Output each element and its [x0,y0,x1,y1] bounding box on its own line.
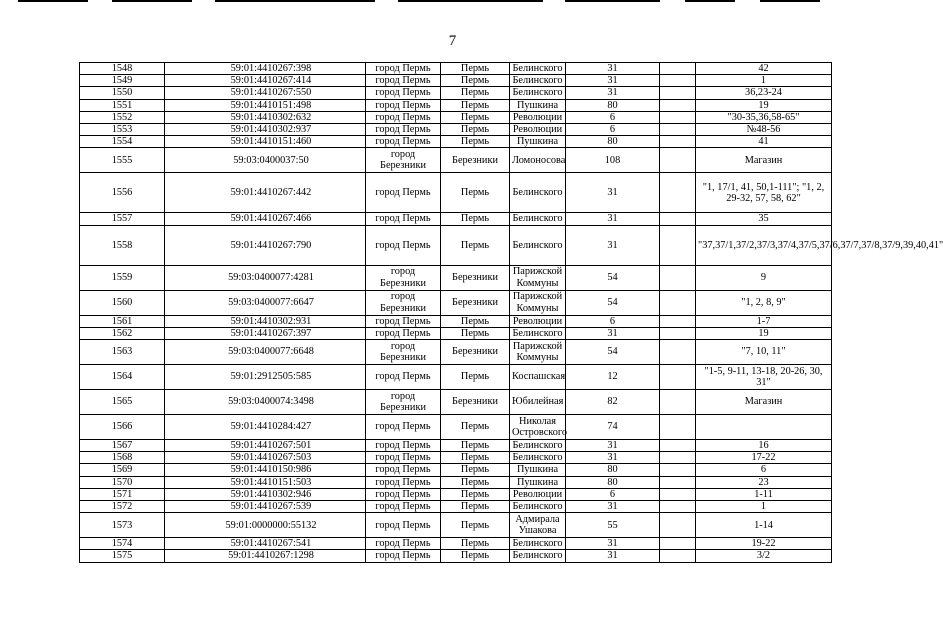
table-row [80,390,832,415]
house-number-cell: 55 [566,513,660,538]
cadastral-number-cell: 59:01:4410267:466 [165,213,366,225]
municipality-cell: город Пермь [366,63,441,75]
premises-cell: "1, 17/1, 41, 50,1-111"; "1, 2, 29-32, 57, 58, 62" [696,173,832,213]
building-cell [660,213,696,225]
house-number-cell: 80 [566,99,660,111]
cadastral-number-cell: 59:01:4410302:946 [165,488,366,500]
table-row [80,87,832,99]
house-number-cell: 6 [566,315,660,327]
row-number-cell: 1566 [80,415,165,440]
street-cell: Николая Островского [510,415,566,440]
cadastral-number-cell: 59:03:0400074:3498 [165,390,366,415]
settlement-cell: Пермь [441,538,510,550]
building-cell [660,265,696,290]
table-row [80,315,832,327]
municipality-cell: город Пермь [366,327,441,339]
cadastral-number-cell: 59:01:4410302:632 [165,111,366,123]
street-cell: Пушкина [510,99,566,111]
premises-cell: "1, 2, 8, 9" [696,290,832,315]
table-row [80,265,832,290]
premises-cell: 16 [696,440,832,452]
premises-cell: 1 [696,75,832,87]
house-number-cell: 6 [566,111,660,123]
cadastral-number-cell: 59:01:4410151:460 [165,136,366,148]
row-number-cell: 1568 [80,452,165,464]
settlement-cell: Пермь [441,225,510,265]
premises-cell: 1-7 [696,315,832,327]
table-row [80,501,832,513]
house-number-cell: 108 [566,148,660,173]
settlement-cell: Пермь [441,476,510,488]
premises-cell: "37,37/1,37/2,37/3,37/4,37/5,37/6,37/7,37/8,37/9,39,40,41" [696,225,832,265]
settlement-cell: Березники [441,390,510,415]
house-number-cell: 80 [566,476,660,488]
municipality-cell: город Пермь [366,124,441,136]
house-number-cell: 31 [566,173,660,213]
table-row [80,488,832,500]
row-number-cell: 1560 [80,290,165,315]
municipality-cell: город Березники [366,290,441,315]
house-number-cell: 31 [566,440,660,452]
settlement-cell: Пермь [441,440,510,452]
top-rule-3 [215,0,375,2]
street-cell: Революции [510,124,566,136]
premises-cell: 1-14 [696,513,832,538]
street-cell: Белинского [510,75,566,87]
premises-cell: 1-11 [696,488,832,500]
row-number-cell: 1558 [80,225,165,265]
street-cell: Белинского [510,225,566,265]
municipality-cell: город Пермь [366,225,441,265]
premises-cell: 23 [696,476,832,488]
municipality-cell: город Пермь [366,476,441,488]
table-row [80,124,832,136]
settlement-cell: Пермь [441,87,510,99]
premises-cell: 41 [696,136,832,148]
row-number-cell: 1563 [80,340,165,365]
building-cell [660,225,696,265]
street-cell: Белинского [510,87,566,99]
cadastral-number-cell: 59:01:4410267:397 [165,327,366,339]
cadastral-number-cell: 59:01:4410284:427 [165,415,366,440]
building-cell [660,315,696,327]
settlement-cell: Пермь [441,327,510,339]
street-cell: Адмирала Ушакова [510,513,566,538]
premises-cell: 17-22 [696,452,832,464]
settlement-cell: Пермь [441,415,510,440]
row-number-cell: 1559 [80,265,165,290]
building-cell [660,111,696,123]
table-row [80,440,832,452]
premises-cell: 19-22 [696,538,832,550]
street-cell: Революции [510,315,566,327]
house-number-cell: 12 [566,365,660,390]
street-cell: Белинского [510,538,566,550]
building-cell [660,63,696,75]
registry-table [79,62,943,563]
row-number-cell: 1564 [80,365,165,390]
premises-cell: 19 [696,327,832,339]
premises-cell: "30-35,36,58-65" [696,111,832,123]
premises-cell: "1-5, 9-11, 13-18, 20-26, 30, 31" [696,365,832,390]
settlement-cell: Березники [441,265,510,290]
municipality-cell: город Пермь [366,365,441,390]
municipality-cell: город Березники [366,340,441,365]
house-number-cell: 31 [566,327,660,339]
top-rule-2 [112,0,192,2]
house-number-cell: 31 [566,75,660,87]
cadastral-number-cell: 59:01:4410267:539 [165,501,366,513]
street-cell: Белинского [510,501,566,513]
premises-cell: 6 [696,464,832,476]
row-number-cell: 1551 [80,99,165,111]
row-number-cell: 1565 [80,390,165,415]
cadastral-number-cell: 59:01:4410267:414 [165,75,366,87]
table-row [80,365,832,390]
house-number-cell: 54 [566,290,660,315]
settlement-cell: Пермь [441,124,510,136]
row-number-cell: 1550 [80,87,165,99]
building-cell [660,440,696,452]
street-cell: Белинского [510,173,566,213]
building-cell [660,513,696,538]
street-cell: Белинского [510,550,566,562]
building-cell [660,124,696,136]
cadastral-number-cell: 59:01:4410151:498 [165,99,366,111]
street-cell: Парижской Коммуны [510,290,566,315]
cadastral-number-cell: 59:01:4410267:1298 [165,550,366,562]
row-number-cell: 1570 [80,476,165,488]
street-cell: Пушкина [510,136,566,148]
table-row [80,452,832,464]
cadastral-number-cell: 59:03:0400077:6648 [165,340,366,365]
cadastral-number-cell: 59:01:4410267:503 [165,452,366,464]
table-row [80,415,832,440]
row-number-cell: 1552 [80,111,165,123]
house-number-cell: 31 [566,550,660,562]
street-cell: Белинского [510,452,566,464]
table-row [80,75,832,87]
municipality-cell: город Пермь [366,464,441,476]
street-cell: Пушкина [510,464,566,476]
house-number-cell: 6 [566,488,660,500]
premises-cell: 36,23-24 [696,87,832,99]
table-row [80,476,832,488]
municipality-cell: город Пермь [366,213,441,225]
street-cell: Парижской Коммуны [510,340,566,365]
cadastral-number-cell: 59:03:0400077:4281 [165,265,366,290]
municipality-cell: город Пермь [366,440,441,452]
row-number-cell: 1556 [80,173,165,213]
municipality-cell: город Пермь [366,452,441,464]
premises-cell: 35 [696,213,832,225]
municipality-cell: город Пермь [366,75,441,87]
house-number-cell: 80 [566,464,660,476]
row-number-cell: 1574 [80,538,165,550]
cadastral-number-cell: 59:01:4410267:790 [165,225,366,265]
house-number-cell: 80 [566,136,660,148]
row-number-cell: 1549 [80,75,165,87]
building-cell [660,501,696,513]
settlement-cell: Пермь [441,464,510,476]
municipality-cell: город Березники [366,265,441,290]
table-row [80,340,832,365]
page-number: 7 [448,33,457,49]
house-number-cell: 82 [566,390,660,415]
house-number-cell: 31 [566,87,660,99]
settlement-cell: Пермь [441,136,510,148]
settlement-cell: Березники [441,290,510,315]
top-rule-6 [685,0,735,2]
municipality-cell: город Пермь [366,513,441,538]
row-number-cell: 1573 [80,513,165,538]
house-number-cell: 31 [566,213,660,225]
cadastral-number-cell: 59:03:0400077:6647 [165,290,366,315]
street-cell: Белинского [510,63,566,75]
settlement-cell: Пермь [441,488,510,500]
cadastral-number-cell: 59:01:4410302:937 [165,124,366,136]
house-number-cell: 31 [566,538,660,550]
settlement-cell: Пермь [441,111,510,123]
municipality-cell: город Пермь [366,99,441,111]
street-cell: Белинского [510,213,566,225]
building-cell [660,550,696,562]
premises-cell: 9 [696,265,832,290]
table-row [80,464,832,476]
premises-cell: 1 [696,501,832,513]
premises-cell: №48-56 [696,124,832,136]
building-cell [660,327,696,339]
street-cell: Коспашская [510,365,566,390]
building-cell [660,452,696,464]
municipality-cell: город Пермь [366,136,441,148]
premises-cell: 19 [696,99,832,111]
street-cell: Парижской Коммуны [510,265,566,290]
cadastral-number-cell: 59:01:4410302:931 [165,315,366,327]
municipality-cell: город Пермь [366,173,441,213]
row-number-cell: 1561 [80,315,165,327]
street-cell: Белинского [510,440,566,452]
municipality-cell: город Березники [366,148,441,173]
building-cell [660,488,696,500]
premises-cell: Магазин [696,390,832,415]
building-cell [660,136,696,148]
building-cell [660,87,696,99]
cadastral-number-cell: 59:01:4410151:503 [165,476,366,488]
cadastral-number-cell: 59:01:4410267:398 [165,63,366,75]
cadastral-number-cell: 59:01:4410267:501 [165,440,366,452]
table-row [80,290,832,315]
street-cell: Юбилейная [510,390,566,415]
settlement-cell: Пермь [441,213,510,225]
premises-cell: 3/2 [696,550,832,562]
building-cell [660,340,696,365]
settlement-cell: Пермь [441,513,510,538]
table-row [80,213,832,225]
premises-cell: 42 [696,63,832,75]
settlement-cell: Пермь [441,315,510,327]
cadastral-number-cell: 59:01:4410150:986 [165,464,366,476]
street-cell: Ломоносова [510,148,566,173]
row-number-cell: 1569 [80,464,165,476]
row-number-cell: 1562 [80,327,165,339]
row-number-cell: 1567 [80,440,165,452]
cadastral-number-cell: 59:01:4410267:550 [165,87,366,99]
house-number-cell: 6 [566,124,660,136]
settlement-cell: Пермь [441,452,510,464]
row-number-cell: 1557 [80,213,165,225]
street-cell: Революции [510,488,566,500]
building-cell [660,148,696,173]
top-rule-4 [398,0,543,2]
row-number-cell: 1548 [80,63,165,75]
municipality-cell: город Пермь [366,501,441,513]
cadastral-number-cell: 59:01:0000000:55132 [165,513,366,538]
house-number-cell: 31 [566,452,660,464]
house-number-cell: 31 [566,225,660,265]
street-cell: Революции [510,111,566,123]
house-number-cell: 74 [566,415,660,440]
municipality-cell: город Пермь [366,111,441,123]
table-row [80,63,832,75]
premises-cell: Магазин [696,148,832,173]
municipality-cell: город Пермь [366,550,441,562]
row-number-cell: 1571 [80,488,165,500]
municipality-cell: город Пермь [366,415,441,440]
row-number-cell: 1554 [80,136,165,148]
municipality-cell: город Пермь [366,315,441,327]
settlement-cell: Пермь [441,365,510,390]
municipality-cell: город Пермь [366,538,441,550]
street-cell: Пушкина [510,476,566,488]
row-number-cell: 1575 [80,550,165,562]
building-cell [660,390,696,415]
settlement-cell: Березники [441,340,510,365]
building-cell [660,538,696,550]
settlement-cell: Пермь [441,550,510,562]
table-row [80,550,832,562]
municipality-cell: город Пермь [366,488,441,500]
building-cell [660,365,696,390]
row-number-cell: 1553 [80,124,165,136]
municipality-cell: город Березники [366,390,441,415]
building-cell [660,75,696,87]
top-rule-1 [18,0,88,2]
table-row [80,148,832,173]
settlement-cell: Пермь [441,99,510,111]
street-cell: Белинского [510,327,566,339]
building-cell [660,476,696,488]
settlement-cell: Березники [441,148,510,173]
cadastral-number-cell: 59:01:2912505:585 [165,365,366,390]
cadastral-number-cell: 59:01:4410267:541 [165,538,366,550]
house-number-cell: 31 [566,501,660,513]
table-row [80,136,832,148]
row-number-cell: 1555 [80,148,165,173]
table-row [80,173,832,213]
table-row [80,225,832,265]
settlement-cell: Пермь [441,501,510,513]
cadastral-number-cell: 59:01:4410267:442 [165,173,366,213]
building-cell [660,99,696,111]
building-cell [660,415,696,440]
top-rule-5 [565,0,660,2]
premises-cell [696,415,832,440]
house-number-cell: 54 [566,340,660,365]
table-row [80,538,832,550]
settlement-cell: Пермь [441,75,510,87]
top-rule-7 [760,0,820,2]
house-number-cell: 54 [566,265,660,290]
cadastral-number-cell: 59:03:0400037:50 [165,148,366,173]
table-row [80,111,832,123]
building-cell [660,290,696,315]
registry-table-body [80,63,943,563]
row-number-cell: 1572 [80,501,165,513]
house-number-cell: 31 [566,63,660,75]
table-row [80,513,832,538]
table-row [80,99,832,111]
table-row [80,327,832,339]
building-cell [660,464,696,476]
building-cell [660,173,696,213]
settlement-cell: Пермь [441,173,510,213]
premises-cell: "7, 10, 11" [696,340,832,365]
settlement-cell: Пермь [441,63,510,75]
municipality-cell: город Пермь [366,87,441,99]
